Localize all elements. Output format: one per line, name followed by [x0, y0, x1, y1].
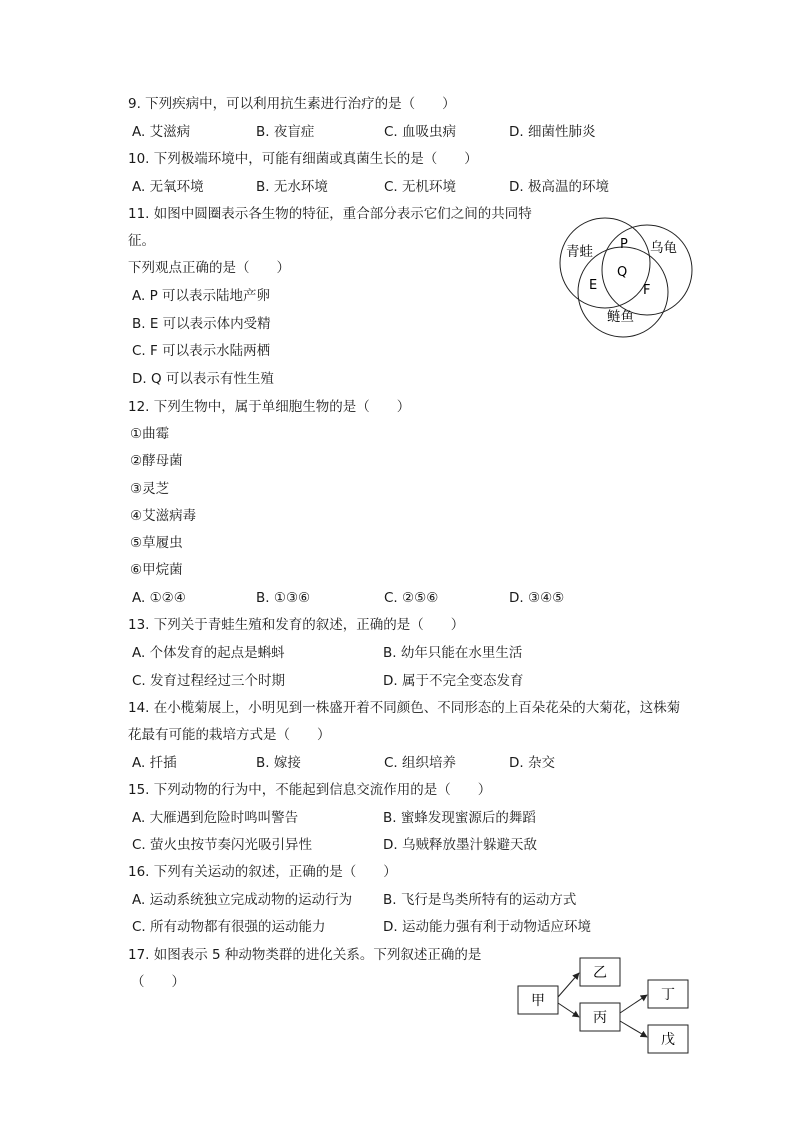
- venn-region-q: Q: [617, 265, 628, 280]
- venn-region-e: E: [589, 278, 598, 293]
- q9-option-b: B. 夜盲症: [256, 124, 315, 140]
- q11-option-b: B. E 可以表示体内受精: [132, 316, 271, 332]
- q12-item: ⑥甲烷菌: [130, 562, 183, 578]
- q16-option-a: A. 运动系统独立完成动物的运动行为: [132, 892, 353, 908]
- q12-item: ④艾滋病毒: [130, 508, 197, 524]
- q15-stem: 15. 下列动物的行为中，不能起到信息交流作用的是（ ）: [128, 782, 492, 798]
- tree-node-jia: 甲: [531, 993, 545, 1009]
- venn-diagram: [550, 215, 700, 343]
- q14-option-a: A. 扦插: [132, 755, 177, 771]
- venn-region-f: F: [643, 283, 651, 298]
- q14-stem-line2: 花最有可能的栽培方式是（ ）: [128, 727, 331, 743]
- venn-label-carp: 鲢鱼: [607, 309, 634, 325]
- q9-option-d: D. 细菌性肺炎: [509, 124, 596, 140]
- q11-stem-line3: 下列观点正确的是（ ）: [128, 260, 290, 276]
- q11-option-d: D. Q 可以表示有性生殖: [132, 371, 274, 387]
- q14-option-c: C. 组织培养: [384, 755, 457, 771]
- q9-option-c: C. 血吸虫病: [384, 124, 457, 140]
- q17-stem-line2: （ ）: [131, 974, 185, 990]
- venn-region-p: P: [620, 237, 628, 252]
- tree-arrow-bing-wu: [620, 1021, 647, 1037]
- tree-arrow-jia-yi: [558, 973, 579, 997]
- venn-circle-frog: [560, 218, 650, 308]
- q14-option-b: B. 嫁接: [256, 755, 301, 771]
- q12-option-c: C. ②⑤⑥: [384, 590, 439, 606]
- q12-option-b: B. ①③⑥: [256, 590, 311, 606]
- q10-stem: 10. 下列极端环境中，可能有细菌或真菌生长的是（ ）: [128, 151, 478, 167]
- q9-option-a: A. 艾滋病: [132, 124, 191, 140]
- tree-node-ding: 丁: [661, 987, 675, 1003]
- q9-stem: 9. 下列疾病中，可以利用抗生素进行治疗的是（ ）: [128, 96, 456, 112]
- q12-option-d: D. ③④⑤: [509, 590, 565, 606]
- q13-option-a: A. 个体发育的起点是蝌蚪: [132, 645, 285, 661]
- q15-option-b: B. 蜜蜂发现蜜源后的舞蹈: [383, 810, 536, 826]
- venn-circle-turtle: [602, 225, 692, 315]
- tree-node-bing: 丙: [593, 1010, 607, 1026]
- q12-item: ⑤草履虫: [130, 535, 183, 551]
- q11-stem-line1: 11. 如图中圆圈表示各生物的特征，重合部分表示它们之间的共同特: [128, 206, 532, 222]
- tree-arrow-jia-bing: [558, 1003, 579, 1017]
- venn-label-frog: 青蛙: [566, 244, 593, 260]
- q15-option-c: C. 萤火虫按节奏闪光吸引异性: [132, 837, 313, 853]
- q17-stem-line1: 17. 如图表示 5 种动物类群的进化关系。下列叙述正确的是: [128, 947, 482, 963]
- q14-stem-line1: 14. 在小榄菊展上，小明见到一株盛开着不同颜色、不同形态的上百朵花朵的大菊花，这株菊: [128, 700, 681, 716]
- evolution-tree-diagram: [515, 955, 695, 1055]
- q15-option-a: A. 大雁遇到危险时鸣叫警告: [132, 810, 299, 826]
- q14-option-d: D. 杂交: [509, 755, 555, 771]
- tree-arrow-bing-ding: [620, 995, 647, 1013]
- q16-option-b: B. 飞行是鸟类所特有的运动方式: [383, 892, 577, 908]
- q10-option-a: A. 无氧环境: [132, 179, 204, 195]
- q12-item: ③灵芝: [130, 481, 170, 497]
- q12-option-a: A. ①②④: [132, 590, 186, 606]
- q12-stem: 12. 下列生物中，属于单细胞生物的是（ ）: [128, 399, 411, 415]
- q12-item: ①曲霉: [130, 426, 170, 442]
- q10-option-c: C. 无机环境: [384, 179, 457, 195]
- venn-label-turtle: 乌龟: [650, 240, 677, 256]
- q11-option-a: A. P 可以表示陆地产卵: [132, 288, 271, 304]
- q15-option-d: D. 乌贼释放墨汁躲避天敌: [383, 837, 537, 853]
- tree-node-wu: 戊: [661, 1032, 675, 1048]
- q16-stem: 16. 下列有关运动的叙述，正确的是（ ）: [128, 864, 397, 880]
- q13-option-c: C. 发育过程经过三个时期: [132, 673, 286, 689]
- tree-node-yi: 乙: [593, 965, 607, 981]
- q10-option-d: D. 极高温的环境: [509, 179, 609, 195]
- q12-item: ②酵母菌: [130, 453, 183, 469]
- q16-option-c: C. 所有动物都有很强的运动能力: [132, 919, 326, 935]
- q13-option-b: B. 幼年只能在水里生活: [383, 645, 523, 661]
- q13-stem: 13. 下列关于青蛙生殖和发育的叙述，正确的是（ ）: [128, 617, 465, 633]
- q13-option-d: D. 属于不完全变态发育: [383, 673, 524, 689]
- q10-option-b: B. 无水环境: [256, 179, 328, 195]
- q11-option-c: C. F 可以表示水陆两栖: [132, 343, 271, 359]
- q16-option-d: D. 运动能力强有利于动物适应环境: [383, 919, 591, 935]
- q11-stem-line2: 征。: [128, 233, 155, 249]
